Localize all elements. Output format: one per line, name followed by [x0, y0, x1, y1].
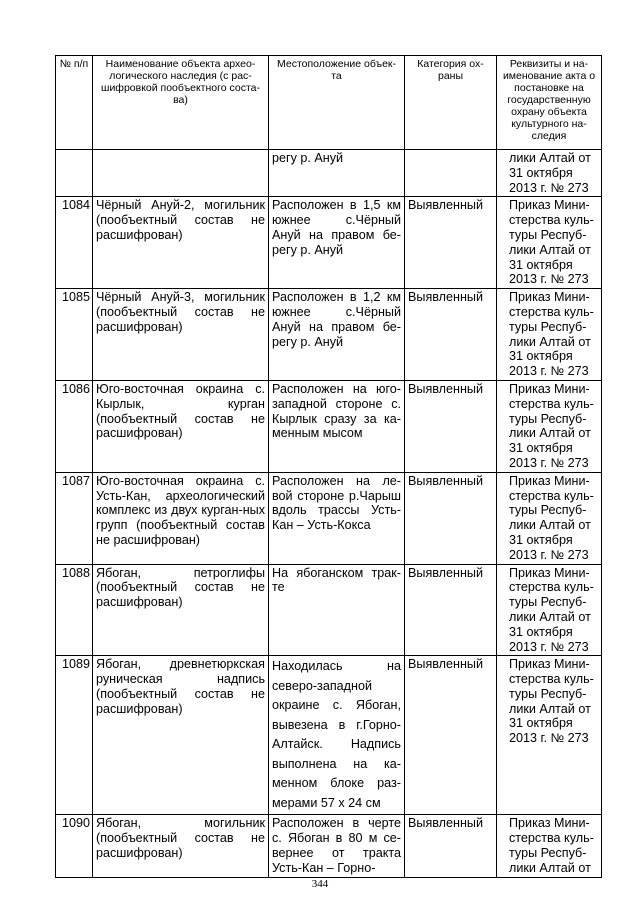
req-line: стерства куль- — [509, 213, 594, 228]
row-requisites — [497, 472, 602, 564]
row-category: Выявленный — [405, 472, 497, 564]
row-num: 1089 — [56, 656, 93, 815]
req-line: стерства куль- — [509, 396, 594, 411]
table-row — [56, 380, 602, 472]
req-line: лики Алтай от — [509, 518, 591, 533]
row-location: Расположен в черте с. Ябоган в 80 м се-вернее от тракта Усть-Кан – Горно- — [269, 815, 405, 878]
row-category: Выявленный — [405, 815, 497, 878]
req-line: стерства куль- — [509, 672, 594, 687]
row-location: регу р. Ануй — [269, 150, 405, 197]
row-num: 1085 — [56, 289, 93, 381]
req-line: 2013 г. № 273 — [509, 639, 589, 654]
row-requisites — [497, 564, 602, 656]
table-row — [56, 150, 602, 197]
req-line: туры Респуб- — [509, 686, 587, 701]
table-row — [56, 815, 602, 878]
req-line: стерства куль- — [509, 304, 594, 319]
header-requisites: Реквизиты и на-именование акта о постановке на государственную охрану объекта культурного на-следия — [497, 56, 602, 150]
req-line: Приказ Мини- — [509, 290, 590, 305]
header-name: Наименование объекта архео-логического наследия (с рас-шифровкой пообъектного соста-ва) — [93, 56, 269, 150]
row-name: Юго-восточная окраина с. Кырлык, курган (пообъектный состав не расшифрован) — [93, 380, 269, 472]
req-line: 31 октября — [509, 532, 573, 547]
header-num: № п/п — [56, 56, 93, 150]
row-num: 1084 — [56, 197, 93, 289]
row-requisites — [497, 197, 602, 289]
req-line: 2013 г. № 273 — [509, 272, 589, 287]
row-category — [405, 150, 497, 197]
table-row — [56, 472, 602, 564]
row-location: Расположен на ле-вой стороне р.Чарыш вдоль трассы Усть-Кан – Усть-Кокса — [269, 472, 405, 564]
row-num: 1090 — [56, 815, 93, 878]
table-row — [56, 564, 602, 656]
row-category: Выявленный — [405, 656, 497, 815]
row-requisites — [497, 380, 602, 472]
req-line: стерства куль- — [509, 580, 594, 595]
req-line: лики Алтай от — [509, 334, 591, 349]
table-row — [56, 289, 602, 381]
req-line: лики Алтай от — [509, 426, 591, 441]
req-line: Приказ Мини- — [509, 381, 590, 396]
row-name: Ябоган, могильник (пообъектный состав не расшифрован) — [93, 815, 269, 878]
row-name: Ябоган, древнетюркская руническая надпись (пообъектный состав не расшифрован) — [93, 656, 269, 815]
row-location: На ябоганском трак-те — [269, 564, 405, 656]
req-line: стерства куль- — [509, 831, 594, 846]
req-line: туры Респуб- — [509, 319, 587, 334]
req-line: Приказ Мини- — [509, 198, 590, 213]
row-name: Чёрный Ануй-2, могильник (пообъектный состав не расшифрован) — [93, 197, 269, 289]
req-line: 2013 г. № 273 — [509, 364, 589, 379]
req-line: 31 октября — [509, 441, 573, 456]
row-category: Выявленный — [405, 289, 497, 381]
row-requisites — [497, 150, 602, 197]
req-line: Приказ Мини- — [509, 816, 590, 831]
req-line: лики Алтай от — [509, 151, 591, 165]
row-num: 1087 — [56, 472, 93, 564]
row-location: Расположен в 1,5 км южнее с.Чёрный Ануй на правом бе-регу р. Ануй — [269, 197, 405, 289]
req-line: 31 октября — [509, 716, 573, 731]
row-name: Юго-восточная окраина с. Усть-Кан, археологический комплекс из двух курган-ных групп (пообъектный состав не расшифрован) — [93, 472, 269, 564]
row-requisites — [497, 656, 602, 815]
row-num — [56, 150, 93, 197]
req-line: лики Алтай от — [509, 701, 591, 716]
row-location: Находилась на северо-западной окраине с. Ябоган, вывезена в г.Горно-Алтайск. Надпись выполнена на ка-менном блоке раз-мерами 57 х 24 см — [269, 656, 405, 815]
req-line: 31 октября — [509, 349, 573, 364]
req-line: туры Респуб- — [509, 227, 587, 242]
req-line: 2013 г. № 273 — [509, 731, 589, 746]
row-category: Выявленный — [405, 564, 497, 656]
req-line: лики Алтай от — [509, 609, 591, 624]
page-number: 344 — [311, 878, 329, 890]
table-row — [56, 656, 602, 815]
header-location: Местоположение объек-та — [269, 56, 405, 150]
table-row — [56, 197, 602, 289]
row-num: 1086 — [56, 380, 93, 472]
req-line: стерства куль- — [509, 488, 594, 503]
row-category: Выявленный — [405, 380, 497, 472]
header-category: Категория ох-раны — [405, 56, 497, 150]
req-line: Приказ Мини- — [509, 657, 590, 672]
row-num: 1088 — [56, 564, 93, 656]
req-line: 31 октября — [509, 624, 573, 639]
req-line: туры Респуб- — [509, 503, 587, 518]
row-requisites — [497, 289, 602, 381]
req-line: туры Респуб- — [509, 845, 587, 860]
row-category: Выявленный — [405, 197, 497, 289]
heritage-register-table — [55, 55, 602, 878]
row-name: Ябоган, петроглифы (пообъектный состав не расшифрован) — [93, 564, 269, 656]
req-line: Приказ Мини- — [509, 565, 590, 580]
req-line: туры Респуб- — [509, 411, 587, 426]
table-header-row — [56, 56, 602, 150]
register-table-container — [55, 55, 601, 878]
req-line: туры Респуб- — [509, 595, 587, 610]
req-line: 2013 г. № 273 — [509, 547, 589, 562]
req-line: Приказ Мини- — [509, 473, 590, 488]
req-line: 2013 г. № 273 — [509, 180, 589, 195]
req-line: лики Алтай от — [509, 860, 591, 875]
row-name: Чёрный Ануй-3, могильник (пообъектный состав не расшифрован) — [93, 289, 269, 381]
req-line: 31 октября — [509, 257, 573, 272]
row-location: Расположен на юго-западной стороне с. Кырлык сразу за ка-менным мысом — [269, 380, 405, 472]
req-line: 2013 г. № 273 — [509, 455, 589, 470]
req-line: 31 октября — [509, 165, 573, 180]
req-line: лики Алтай от — [509, 242, 591, 257]
row-location: Расположен в 1,2 км южнее с.Чёрный Ануй на правом бе-регу р. Ануй — [269, 289, 405, 381]
row-name — [93, 150, 269, 197]
row-requisites — [497, 815, 602, 878]
